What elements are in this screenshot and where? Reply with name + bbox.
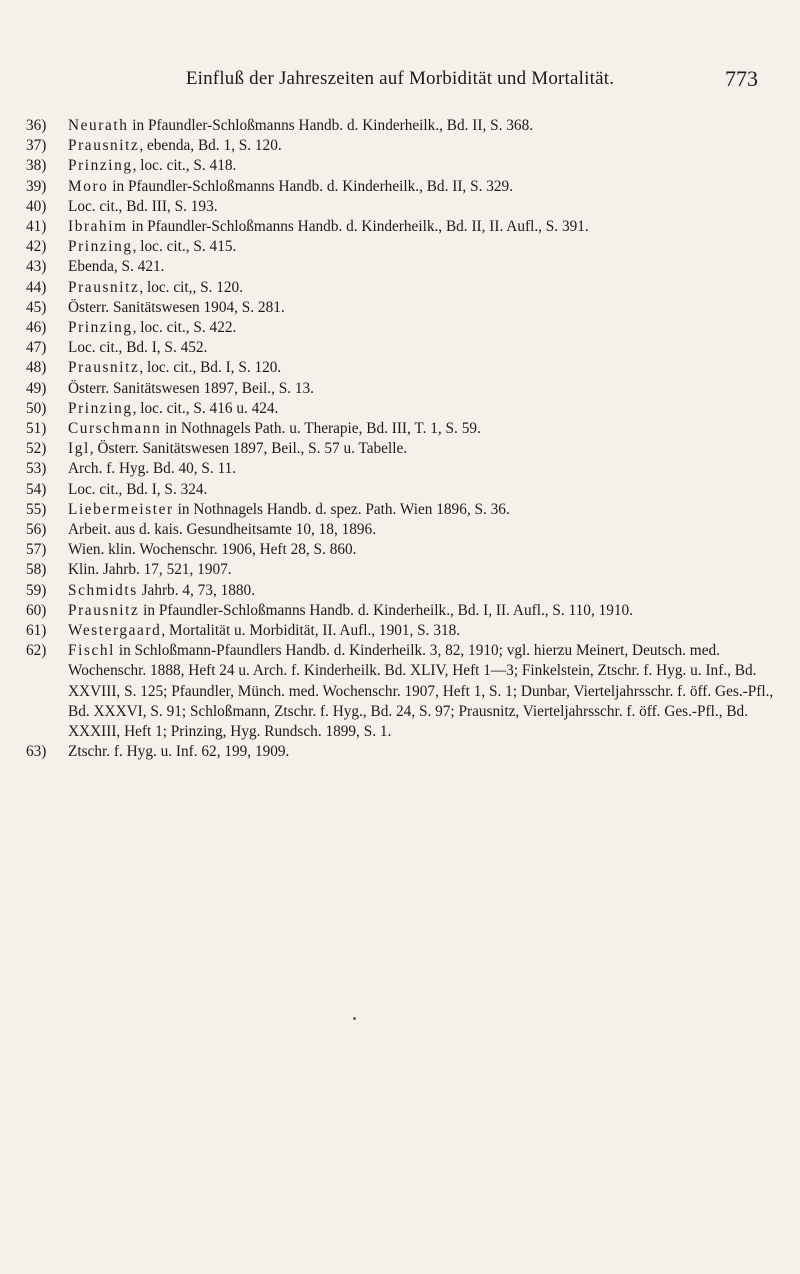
reference-text: in Pfaundler-Schloßmanns Handb. d. Kinderheilk., Bd. II, S. 368. — [128, 117, 534, 134]
reference-text: in Pfaundler-Schloßmanns Handb. d. Kinderheilk., Bd. II, S. 329. — [108, 177, 513, 195]
reference-item — [26, 601, 776, 621]
print-speck — [353, 1017, 356, 1020]
reference-number: 50) — [26, 399, 47, 417]
reference-text: , loc. cit., S. 422. — [132, 319, 237, 337]
reference-text: , loc. cit., S. 418. — [132, 157, 237, 175]
reference-number: 43) — [26, 258, 47, 276]
reference-number: 61) — [26, 622, 47, 640]
reference-text: , loc. cit., S. 415. — [132, 238, 237, 256]
running-head — [0, 68, 800, 98]
reference-text: Wien. klin. Wochenschr. 1906, Heft 28, S. 860. — [68, 541, 357, 559]
reference-item — [26, 439, 776, 459]
reference-number: 44) — [26, 278, 47, 296]
reference-number: 42) — [26, 238, 47, 256]
reference-author: Liebermeister — [68, 500, 174, 518]
reference-number: 38) — [26, 157, 47, 175]
reference-item — [26, 379, 776, 399]
reference-item — [26, 278, 776, 298]
reference-number: 36) — [26, 117, 47, 134]
reference-author: Prausnitz — [68, 601, 140, 619]
reference-text: Österr. Sanitätswesen 1897, Beil., S. 13. — [68, 379, 315, 397]
reference-item — [26, 540, 776, 560]
reference-text: in Nothnagels Handb. d. spez. Path. Wien 1896, S. 36. — [173, 500, 510, 518]
reference-item — [26, 520, 776, 540]
reference-text: , loc. cit., S. 416 u. 424. — [132, 399, 279, 417]
reference-number: 48) — [26, 359, 47, 377]
reference-author: Prausnitz — [68, 137, 140, 155]
reference-number: 63) — [26, 743, 47, 761]
reference-item — [26, 318, 776, 338]
reference-number: 40) — [26, 197, 47, 215]
reference-item — [26, 177, 776, 197]
reference-item — [26, 500, 776, 520]
reference-text: in Schloßmann-Pfaundlers Handb. d. Kinderheilk. 3, 82, 1910; vgl. hierzu Meinert, Deutsch. med. Wochenschr. 1888, Heft 24 u. Arch. f. Kinderheilk. Bd. XLIV, Heft 1—3; Finkelstein, Ztschr. f. Hyg. u. Inf., Bd. XXVIII, S. 125; Pfaundler, Münch. med. Wochenschr. 1907, Heft 1, S. 1; Dunbar, Vierteljahrsschr. f. öff. Ges.-Pfl., Bd. XXXVI, S. 91; Schloßmann, Ztschr. f. Hyg., Bd. 24, S. 97; Prausnitz, Vierteljahrsschr. f. öff. Ges.-Pfl., Bd. XXXIII, Heft 1; Prinzing, Hyg. Rundsch. 1899, S. 1. — [68, 642, 774, 741]
reference-number: 39) — [26, 177, 47, 195]
reference-text: Klin. Jahrb. 17, 521, 1907. — [68, 561, 232, 579]
reference-author: Prausnitz — [68, 359, 140, 377]
reference-text: in Nothnagels Path. u. Therapie, Bd. III, T. 1, S. 59. — [161, 420, 481, 438]
reference-number: 57) — [26, 541, 47, 559]
reference-text: in Pfaundler-Schloßmanns Handb. d. Kinderheilk., Bd. I, II. Aufl., S. 110, 1910. — [139, 601, 634, 619]
reference-author: Neurath — [68, 117, 129, 134]
reference-author: Igl — [68, 440, 90, 458]
reference-text: Arch. f. Hyg. Bd. 40, S. 11. — [68, 460, 237, 478]
reference-author: Ibrahim — [68, 218, 128, 236]
reference-number: 45) — [26, 298, 47, 316]
reference-text: , Österr. Sanitätswesen 1897, Beil., S. 57 u. Tabelle. — [89, 440, 408, 458]
reference-number: 53) — [26, 460, 47, 478]
reference-item — [26, 298, 776, 318]
reference-number: 60) — [26, 601, 47, 619]
reference-item — [26, 560, 776, 580]
reference-number: 37) — [26, 137, 47, 155]
reference-item — [26, 419, 776, 439]
reference-text: Ebenda, S. 421. — [68, 258, 165, 276]
reference-item — [26, 338, 776, 358]
reference-item — [26, 480, 776, 500]
reference-number: 51) — [26, 420, 47, 438]
reference-item — [26, 217, 776, 237]
page-number: 773 — [725, 66, 758, 91]
reference-item — [26, 237, 776, 257]
reference-number: 56) — [26, 521, 47, 539]
reference-item — [26, 621, 776, 641]
reference-text: , loc. cit., Bd. I, S. 120. — [139, 359, 282, 377]
reference-number: 58) — [26, 561, 47, 579]
reference-text: , loc. cit,, S. 120. — [139, 278, 244, 296]
reference-author: Prinzing — [68, 157, 133, 175]
reference-item — [26, 136, 776, 156]
reference-item — [26, 116, 776, 136]
reference-text: Arbeit. aus d. kais. Gesundheitsamte 10, 18, 1896. — [68, 521, 377, 539]
reference-author: Westergaard — [68, 622, 162, 640]
reference-text: , Mortalität u. Morbidität, II. Aufl., 1901, S. 318. — [161, 622, 461, 640]
reference-author: Prausnitz — [68, 278, 140, 296]
reference-item — [26, 459, 776, 479]
reference-text: Ztschr. f. Hyg. u. Inf. 62, 199, 1909. — [68, 743, 290, 761]
reference-author: Prinzing — [68, 238, 133, 256]
reference-number: 49) — [26, 379, 47, 397]
reference-number: 41) — [26, 218, 47, 236]
reference-text: Jahrb. 4, 73, 1880. — [137, 581, 256, 599]
page-title: Einfluß der Jahreszeiten auf Morbidität und Mortalität. — [185, 68, 615, 89]
reference-number: 52) — [26, 440, 47, 458]
reference-text: Loc. cit., Bd. I, S. 324. — [68, 480, 208, 498]
reference-author: Prinzing — [68, 399, 133, 417]
reference-author: Schmidts — [68, 581, 138, 599]
reference-item — [26, 156, 776, 176]
reference-author: Fischl — [68, 642, 115, 660]
reference-item — [26, 197, 776, 217]
reference-text: in Pfaundler-Schloßmanns Handb. d. Kinderheilk., Bd. II, II. Aufl., S. 391. — [127, 218, 589, 236]
reference-number: 47) — [26, 339, 47, 357]
reference-list — [26, 116, 776, 763]
reference-text: , ebenda, Bd. 1, S. 120. — [139, 137, 282, 155]
reference-text: Loc. cit., Bd. III, S. 193. — [68, 197, 218, 215]
reference-item — [26, 581, 776, 601]
reference-number: 62) — [26, 642, 47, 660]
reference-number: 55) — [26, 500, 47, 518]
reference-item — [26, 399, 776, 419]
reference-item — [26, 257, 776, 277]
reference-author: Curschmann — [68, 420, 162, 438]
reference-author: Prinzing — [68, 319, 133, 337]
reference-number: 54) — [26, 480, 47, 498]
reference-text: Österr. Sanitätswesen 1904, S. 281. — [68, 298, 285, 316]
reference-number: 46) — [26, 319, 47, 337]
reference-item — [26, 358, 776, 378]
reference-item — [26, 641, 776, 742]
reference-number: 59) — [26, 581, 47, 599]
reference-author: Moro — [68, 177, 109, 195]
reference-text: Loc. cit., Bd. I, S. 452. — [68, 339, 208, 357]
reference-item — [26, 742, 776, 762]
